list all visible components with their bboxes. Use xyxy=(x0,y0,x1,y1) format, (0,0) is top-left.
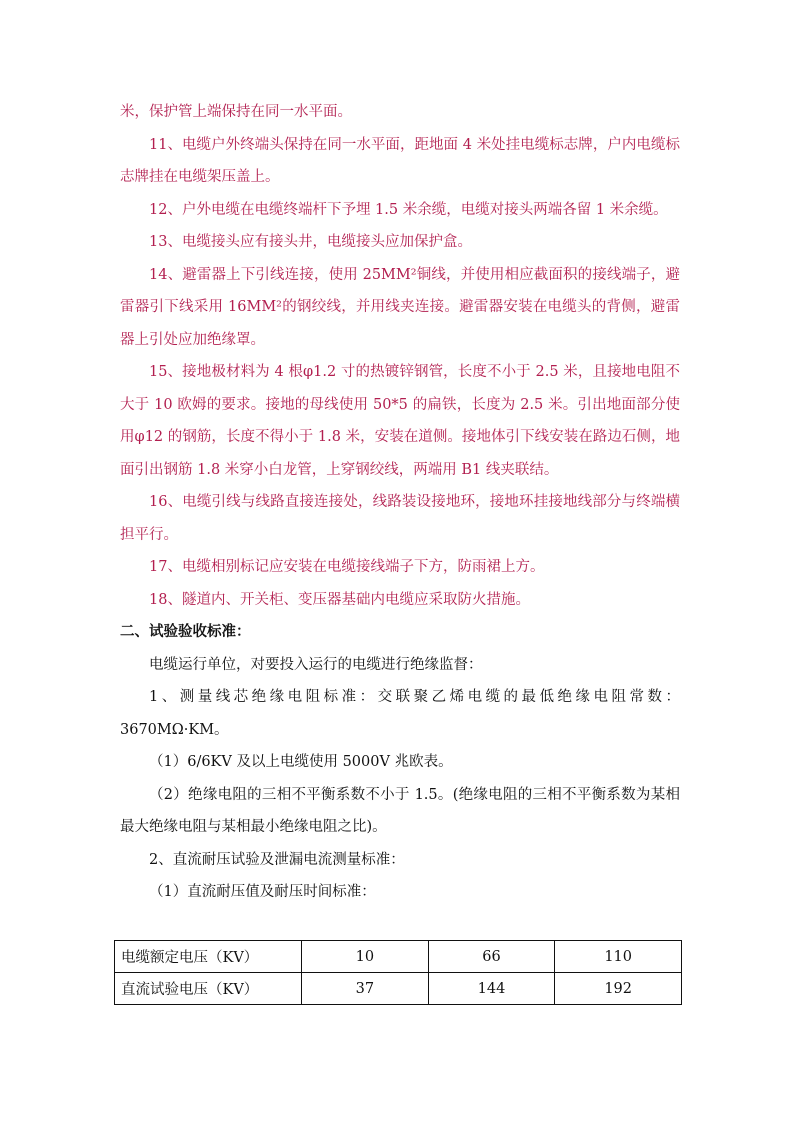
table-row xyxy=(115,941,682,973)
paragraph-item-18: 18、隧道内、开关柜、变压器基础内电缆应采取防火措施。 xyxy=(149,591,530,608)
document-body xyxy=(120,96,680,909)
table-cell: 37 xyxy=(302,973,429,1005)
paragraph-item-12: 12、户外电缆在电缆终端杆下予埋 1.5 米余缆，电缆对接头两端各留 1 米余缆。 xyxy=(149,201,668,218)
table-cell: 110 xyxy=(555,941,682,973)
paragraph-item-13: 13、电缆接头应有接头井，电缆接头应加保护盒。 xyxy=(149,234,472,250)
paragraph-item-11: 11、电缆户外终端头保持在同一水平面，距地面 4 米处挂电缆标志牌，户内电缆标志牌挂在电缆架压盖上。 xyxy=(120,136,680,185)
paragraph-item-17: 17、电缆相别标记应安装在电缆接线端子下方，防雨裙上方。 xyxy=(149,559,545,575)
paragraph-dc-withstand-test: 2、直流耐压试验及泄漏电流测量标准： xyxy=(149,851,405,868)
table-row xyxy=(115,973,682,1005)
voltage-table xyxy=(114,940,682,1005)
table-cell: 144 xyxy=(428,973,555,1005)
paragraph-unbalance-coefficient: （2）绝缘电阻的三相不平衡系数不小于 1.5。(绝缘电阻的三相不平衡系数为某相最大绝缘电阻与某相最小绝缘电阻之比)。 xyxy=(120,786,680,835)
table-cell: 10 xyxy=(302,941,429,973)
paragraph-item-14: 14、避雷器上下引线连接，使用 25MM²铜线，并使用相应截面积的接线端子，避雷器引下线采用 16MM²的钢绞线，并用线夹连接。避雷器安装在电缆头的背侧，避雷器上引处应加绝缘罩。 xyxy=(120,266,680,348)
table-cell: 66 xyxy=(428,941,555,973)
paragraph-item-16: 16、电缆引线与线路直接连接处，线路装设接地环，接地环挂接地线部分与终端横担平行。 xyxy=(120,494,680,543)
paragraph-item-15: 15、接地极材料为 4 根φ1.2 寸的热镀锌钢管，长度不小于 2.5 米，且接地电阻不大于 10 欧姆的要求。接地的母线使用 50*5 的扁铁，长度为 2.5 米。引出地面部分使用φ12 的钢筋，长度不得小于 1.8 米，安装在道侧。接地体引下线安装在路边石侧，地面引出钢筋 1.8 米穿小白龙管，上穿钢绞线，两端用 B1 线夹联结。 xyxy=(120,364,680,478)
paragraph-continuation: 米，保护管上端保持在同一水平面。 xyxy=(120,104,352,120)
table-row-header: 电缆额定电压（KV） xyxy=(115,941,302,973)
section-heading-test-standards: 二、试验验收标准： xyxy=(120,623,251,640)
table-row-header: 直流试验电压（KV） xyxy=(115,973,302,1005)
paragraph-dc-withstand-values: （1）直流耐压值及耐压时间标准： xyxy=(149,884,376,900)
paragraph-megohmmeter: （1）6/6KV 及以上电缆使用 5000V 兆欧表。 xyxy=(149,754,453,770)
table-cell: 192 xyxy=(555,973,682,1005)
paragraph-insulation-supervision: 电缆运行单位，对要投入运行的电缆进行绝缘监督： xyxy=(149,656,483,673)
paragraph-insulation-resistance-standard: 1、测量线芯绝缘电阻标准：交联聚乙烯电缆的最低绝缘电阻常数：3670MΩ·KM。 xyxy=(120,689,680,738)
